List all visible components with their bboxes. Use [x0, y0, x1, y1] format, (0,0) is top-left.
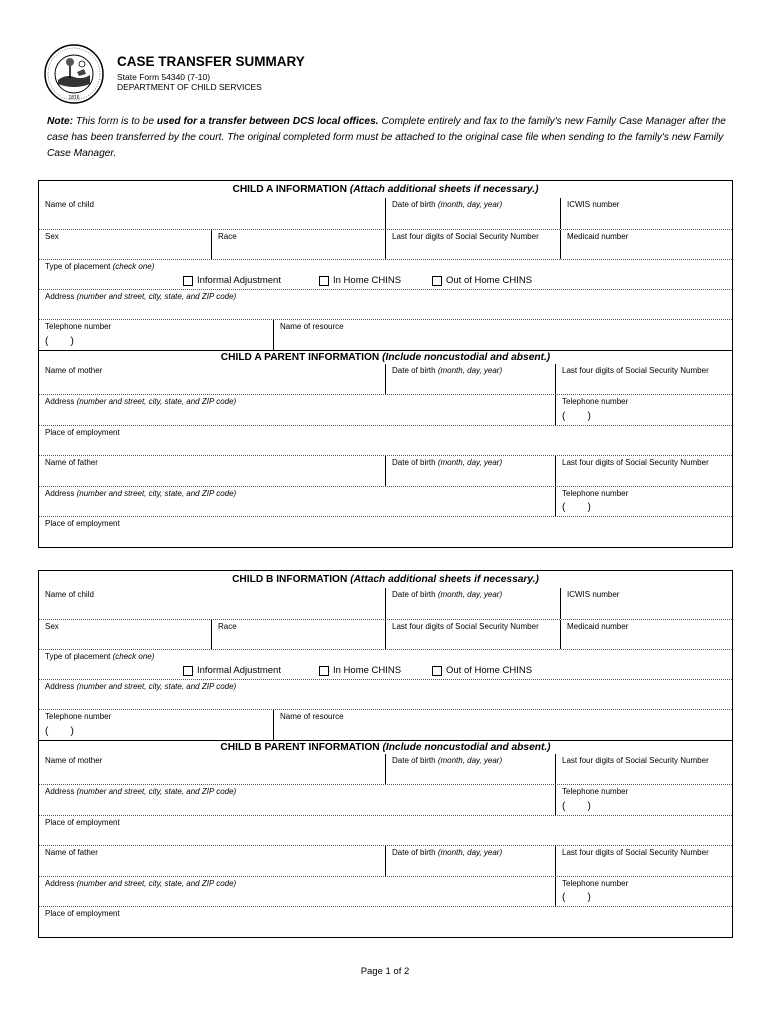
child-b-inhome-checkbox[interactable]: In Home CHINS — [319, 665, 401, 676]
child-b-row-mother-address — [39, 784, 732, 815]
department-name: DEPARTMENT OF CHILD SERVICES — [117, 82, 262, 92]
child-a-row-placement — [39, 259, 732, 289]
child-b-row-father — [39, 845, 732, 876]
child-b-dob-field[interactable]: Date of birth (month, day, year) — [385, 588, 560, 619]
child-a-ssn-field[interactable]: Last four digits of Social Security Number — [385, 230, 560, 259]
child-a-address-field[interactable]: Address (number and street, city, state, and ZIP code) — [39, 289, 732, 319]
checkbox-icon — [432, 666, 442, 676]
child-a-father-address-field[interactable]: Address (number and street, city, state, and ZIP code) — [45, 489, 237, 498]
child-b-ssn-field[interactable]: Last four digits of Social Security Number — [385, 620, 560, 649]
child-b-parent-heading: CHILD B PARENT INFORMATION (Include noncustodial and absent.) — [39, 740, 732, 754]
form-number: State Form 54340 (7-10) — [117, 72, 211, 82]
child-b-outhome-checkbox[interactable]: Out of Home CHINS — [432, 665, 532, 676]
child-a-mother-phone-field[interactable]: Telephone number ( ) — [555, 395, 732, 425]
child-a-mother-address-field[interactable]: Address (number and street, city, state, and ZIP code) — [45, 397, 237, 406]
child-a-row-father — [39, 455, 732, 486]
child-b-father-dob-field[interactable]: Date of birth (month, day, year) — [385, 846, 555, 876]
child-a-row-name — [39, 198, 732, 229]
child-a-mother-employment-field[interactable]: Place of employment — [39, 425, 732, 455]
child-a-row-mother — [39, 364, 732, 394]
child-a-name-field[interactable]: Name of child — [45, 200, 94, 209]
child-b-section — [38, 570, 733, 938]
child-a-sex-field[interactable]: Sex — [45, 232, 59, 241]
child-b-race-field[interactable]: Race — [211, 620, 385, 649]
child-a-father-phone-field[interactable]: Telephone number ( ) — [555, 487, 732, 516]
child-a-father-field[interactable]: Name of father — [45, 458, 98, 467]
placement-label: Type of placement (check one) — [45, 262, 155, 271]
checkbox-icon — [183, 276, 193, 286]
child-b-name-field[interactable]: Name of child — [45, 590, 94, 599]
child-b-icwis-field[interactable]: ICWIS number — [560, 588, 732, 619]
child-b-row-father-address — [39, 876, 732, 906]
child-a-outhome-checkbox[interactable]: Out of Home CHINS — [432, 275, 532, 286]
child-b-father-ssn-field[interactable]: Last four digits of Social Security Number — [555, 846, 732, 876]
child-a-father-employment-field[interactable]: Place of employment — [39, 516, 732, 547]
child-a-row-phone — [39, 319, 732, 350]
child-b-row-phone — [39, 709, 732, 740]
child-b-mother-phone-field[interactable]: Telephone number ( ) — [555, 785, 732, 815]
child-a-father-dob-field[interactable]: Date of birth (month, day, year) — [385, 456, 555, 486]
child-b-father-employment-field[interactable]: Place of employment — [39, 906, 732, 937]
child-a-row-mother-address — [39, 394, 732, 425]
child-a-heading: CHILD A INFORMATION (Attach additional sheets if necessary.) — [232, 184, 539, 195]
child-b-mother-ssn-field[interactable]: Last four digits of Social Security Number — [555, 754, 732, 784]
child-a-race-field[interactable]: Race — [211, 230, 385, 259]
state-seal-icon — [44, 44, 104, 104]
child-b-resource-field[interactable]: Name of resource — [273, 710, 732, 740]
child-b-row-name — [39, 588, 732, 619]
placement-label: Type of placement (check one) — [45, 652, 155, 661]
checkbox-icon — [432, 276, 442, 286]
child-a-inhome-checkbox[interactable]: In Home CHINS — [319, 275, 401, 286]
child-a-mother-ssn-field[interactable]: Last four digits of Social Security Number — [555, 364, 732, 394]
svg-text:1816: 1816 — [68, 95, 80, 101]
child-b-mother-address-field[interactable]: Address (number and street, city, state, and ZIP code) — [45, 787, 237, 796]
child-b-address-field[interactable]: Address (number and street, city, state, and ZIP code) — [39, 679, 732, 709]
child-b-medicaid-field[interactable]: Medicaid number — [560, 620, 732, 649]
child-a-mother-dob-field[interactable]: Date of birth (month, day, year) — [385, 364, 555, 394]
child-b-mother-employment-field[interactable]: Place of employment — [39, 815, 732, 845]
child-a-row-father-address — [39, 486, 732, 516]
child-a-row-sex — [39, 229, 732, 259]
child-b-father-field[interactable]: Name of father — [45, 848, 98, 857]
child-b-father-address-field[interactable]: Address (number and street, city, state, and ZIP code) — [45, 879, 237, 888]
child-a-phone-field[interactable]: Telephone number ( ) — [45, 322, 112, 347]
child-a-parent-heading: CHILD A PARENT INFORMATION (Include noncustodial and absent.) — [39, 350, 732, 364]
child-a-medicaid-field[interactable]: Medicaid number — [560, 230, 732, 259]
child-b-row-placement — [39, 649, 732, 679]
form-title: CASE TRANSFER SUMMARY — [117, 54, 305, 69]
page-number: Page 1 of 2 — [360, 966, 410, 977]
child-a-resource-field[interactable]: Name of resource — [273, 320, 732, 350]
child-b-mother-field[interactable]: Name of mother — [45, 756, 103, 765]
checkbox-icon — [319, 666, 329, 676]
child-b-row-sex — [39, 619, 732, 649]
child-b-row-mother — [39, 754, 732, 784]
child-b-heading: CHILD B INFORMATION (Attach additional sheets if necessary.) — [232, 574, 539, 585]
child-b-sex-field[interactable]: Sex — [45, 622, 59, 631]
child-a-dob-field[interactable]: Date of birth (month, day, year) — [385, 198, 560, 229]
child-b-phone-field[interactable]: Telephone number ( ) — [45, 712, 112, 737]
child-a-section — [38, 180, 733, 548]
child-a-mother-field[interactable]: Name of mother — [45, 366, 103, 375]
child-a-icwis-field[interactable]: ICWIS number — [560, 198, 732, 229]
child-a-father-ssn-field[interactable]: Last four digits of Social Security Number — [555, 456, 732, 486]
child-b-father-phone-field[interactable]: Telephone number ( ) — [555, 877, 732, 906]
child-b-mother-dob-field[interactable]: Date of birth (month, day, year) — [385, 754, 555, 784]
instructions-note: Note: This form is to be used for a transfer between DCS local offices. Complete entirely and fax to the family's new Family Case Manager after the case has been transferred by the court. The original completed form must be attached to the original case file when sending to the family's new Family Case Manager. — [47, 116, 726, 159]
child-b-informal-checkbox[interactable]: Informal Adjustment — [183, 665, 281, 676]
checkbox-icon — [183, 666, 193, 676]
checkbox-icon — [319, 276, 329, 286]
child-a-informal-checkbox[interactable]: Informal Adjustment — [183, 275, 281, 286]
